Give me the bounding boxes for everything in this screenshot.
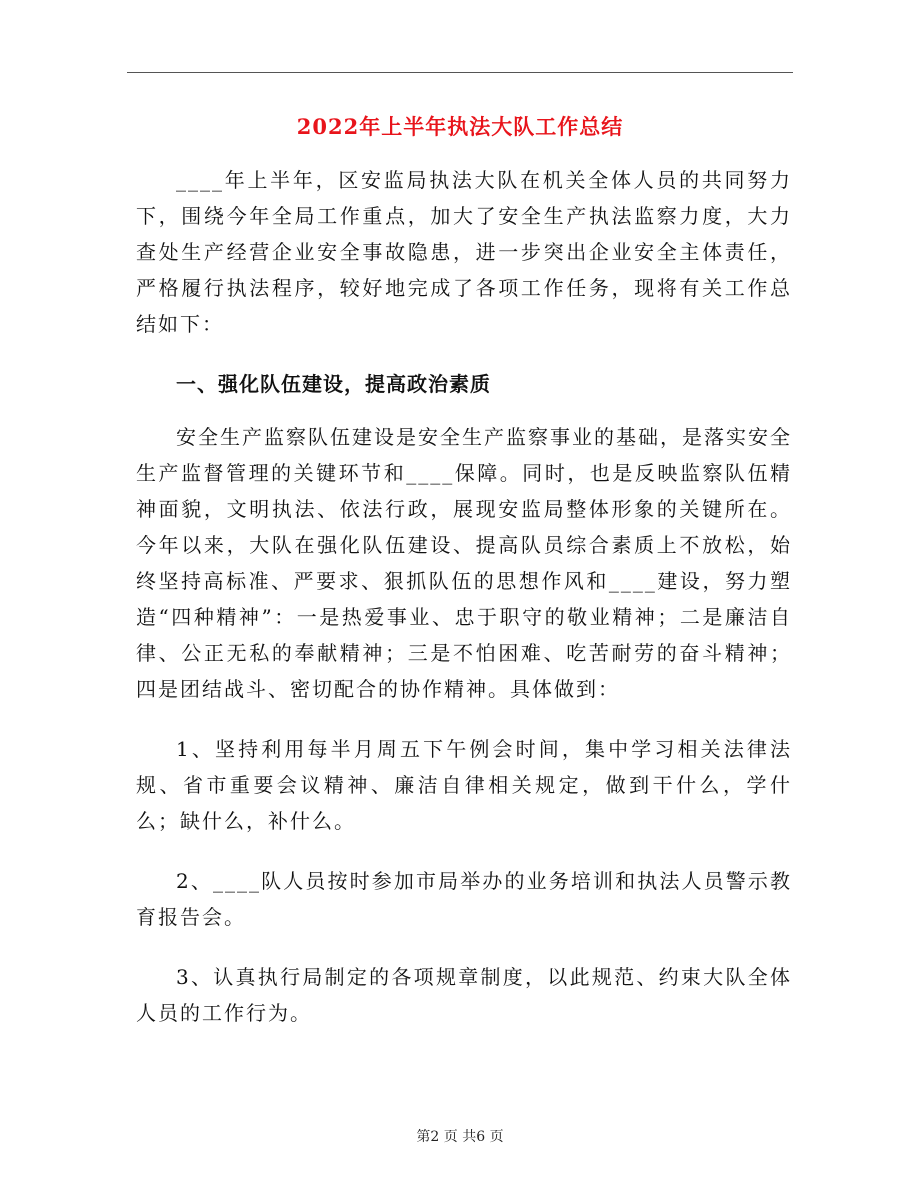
document-title: 2022年上半年执法大队工作总结 xyxy=(296,114,624,139)
section-heading: 一、强化队伍建设，提高政治素质 xyxy=(176,372,491,396)
list-item: 1、坚持利用每半月周五下午例会时间，集中学习相关法律法规、省市重要会议精神、廉洁自律相关规定，做到干什么，学什么；缺什么，补什么。 xyxy=(136,737,792,833)
list-item: 2、____队人员按时参加市局举办的业务培训和执法人员警示教育报告会。 xyxy=(136,869,792,929)
list-item: 3、认真执行局制定的各项规章制度，以此规范、约束大队全体人员的工作行为。 xyxy=(136,965,792,1025)
document-body xyxy=(136,162,792,1055)
intro-paragraph: ____年上半年，区安监局执法大队在机关全体人员的共同努力下，围绕今年全局工作重点，加大了安全生产执法监察力度，大力查处生产经营企业安全事故隐患，进一步突出企业安全主体责任，严格履行执法程序，较好地完成了各项工作任务，现将有关工作总结如下： xyxy=(136,168,792,336)
page-number: 第2 页 共6 页 xyxy=(416,1129,504,1145)
header-rule xyxy=(127,72,793,73)
section-paragraph: 安全生产监察队伍建设是安全生产监察事业的基础，是落实安全生产监督管理的关键环节和____保障。同时，也是反映监察队伍精神面貌，文明执法、依法行政，展现安监局整体形象的关键所在。今年以来，大队在强化队伍建设、提高队员综合素质上不放松，始终坚持高标准、严要求、狠抓队伍的思想作风和____建设，努力塑造“四种精神”：一是热爱事业、忠于职守的敬业精神；二是廉洁自律、公正无私的奉献精神；三是不怕困难、吃苦耐劳的奋斗精神；四是团结战斗、密切配合的协作精神。具体做到： xyxy=(136,425,792,701)
